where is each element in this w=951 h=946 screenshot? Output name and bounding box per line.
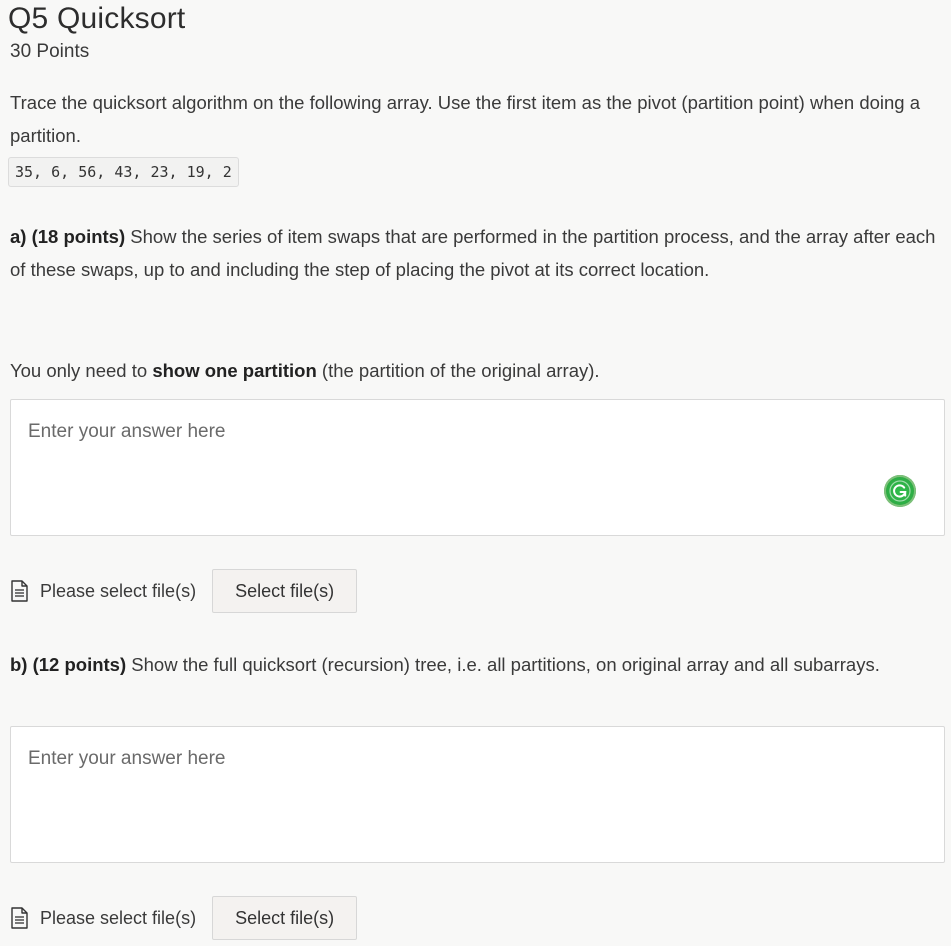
part-a-note bbox=[10, 354, 940, 387]
part-a-answer-box bbox=[10, 399, 945, 536]
part-a-select-files-button[interactable]: Select file(s) bbox=[212, 569, 357, 613]
part-a-file-label: Please select file(s) bbox=[40, 580, 197, 601]
part-b-file-label: Please select file(s) bbox=[40, 907, 197, 928]
part-b-select-files-button[interactable]: Select file(s) bbox=[212, 896, 357, 940]
part-a-note-bold: show one partition bbox=[152, 360, 317, 381]
part-a-description bbox=[10, 220, 950, 286]
part-b-answer-input[interactable] bbox=[11, 727, 944, 862]
part-a-answer-input[interactable] bbox=[11, 400, 944, 535]
part-b-heading: b) (12 points) bbox=[10, 654, 127, 675]
file-icon bbox=[8, 578, 30, 604]
question-intro: Trace the quicksort algorithm on the following array. Use the first item as the pivot (partition point) when doing a partition. bbox=[10, 92, 921, 146]
part-b-text: Show the full quicksort (recursion) tree, i.e. all partitions, on original array and all subarrays. bbox=[126, 654, 880, 675]
question-title: Q5 Quicksort bbox=[8, 2, 186, 35]
part-a-text: Show the series of item swaps that are performed in the partition process, and the array after each of these swaps, up to and including the step of placing the pivot at its correct location. bbox=[10, 226, 936, 280]
grammarly-icon[interactable] bbox=[884, 475, 916, 507]
part-a-file-upload bbox=[8, 569, 357, 613]
part-a-heading: a) (18 points) bbox=[10, 226, 126, 247]
array-code: 35, 6, 56, 43, 23, 19, 2 bbox=[8, 157, 239, 187]
part-b-answer-box bbox=[10, 726, 945, 863]
part-a-note-prefix: You only need to bbox=[10, 360, 153, 381]
grammarly-g-glyph bbox=[889, 480, 911, 502]
part-b-file-upload bbox=[8, 896, 357, 940]
file-icon bbox=[8, 905, 30, 931]
part-a-note-suffix: (the partition of the original array). bbox=[316, 360, 600, 381]
question-points: 30 Points bbox=[10, 41, 90, 62]
part-b-description bbox=[10, 648, 940, 681]
